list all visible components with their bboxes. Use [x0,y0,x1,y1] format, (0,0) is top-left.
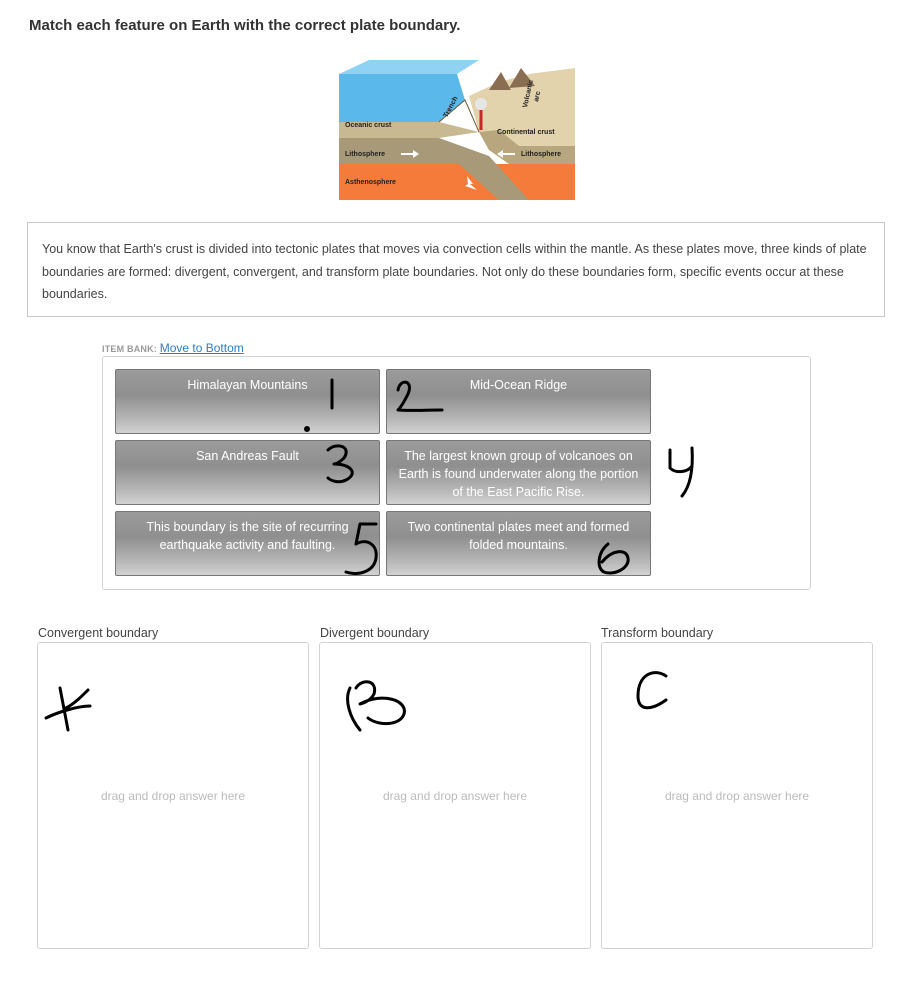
zone-label-transform: Transform boundary [601,626,714,640]
handwritten-b-mark [348,682,405,730]
label-lithosphere-left: Lithosphere [345,151,386,158]
label-arc: arc [533,90,543,103]
handwritten-dot [306,428,309,431]
label-trench: Trench [442,95,460,119]
handwritten-zone-annotations [38,660,898,750]
question-title: Match each feature on Earth with the correct plate boundary. [29,17,461,34]
handwritten-mark-3 [328,446,352,482]
label-volcanic: Volcanic [522,79,535,109]
handwritten-mark-5 [346,524,376,573]
handwritten-star-mark [46,688,90,730]
label-asthenosphere: Asthenosphere [345,179,396,186]
label-continental-crust: Continental crust [497,129,555,136]
passage-box [27,222,885,317]
item-bank-label: ITEM BANK: [102,344,157,354]
zone-label-convergent: Convergent boundary [38,626,159,640]
item-text: Himalayan Mountains [187,378,308,392]
passage-text: You know that Earth's crust is divided into tectonic plates that moves via convection cells within the mantle. As these plates move, three kinds of plate boundaries are formed: divergent, convergent, and transform plate boundaries. Not only do these boundaries form, specific events occur at these boundaries. [42,242,867,301]
label-oceanic-crust: Oceanic crust [345,122,392,129]
item-text: Mid-Ocean Ridge [469,378,568,392]
move-to-bottom-link[interactable]: Move to Bottom [159,341,244,355]
handwritten-c-mark [638,673,666,708]
volcano-smoke [475,98,487,110]
handwritten-mark-6 [599,544,628,573]
item-text: Two continental plates meet and formed folded mountains. [407,520,630,552]
item-text: San Andreas Fault [196,449,299,463]
zone-label-divergent: Divergent boundary [320,626,430,640]
drop-hint: drag and drop answer here [382,789,528,803]
ocean-top-face [339,60,479,74]
subduction-diagram [339,60,575,200]
handwritten-annotations [296,372,716,587]
item-bank-header [102,341,244,355]
item-text: This boundary is the site of recurring earthquake activity and faulting. [146,520,349,552]
handwritten-mark-2 [398,382,442,410]
drop-hint: drag and drop answer here [664,789,810,803]
label-lithosphere-right: Lithosphere [521,151,562,158]
item-text: The largest known group of volcanoes on Earth is found underwater along the portion of the East Pacific Rise. [398,449,639,499]
handwritten-mark-4 [670,448,692,496]
drop-hint: drag and drop answer here [100,789,246,803]
